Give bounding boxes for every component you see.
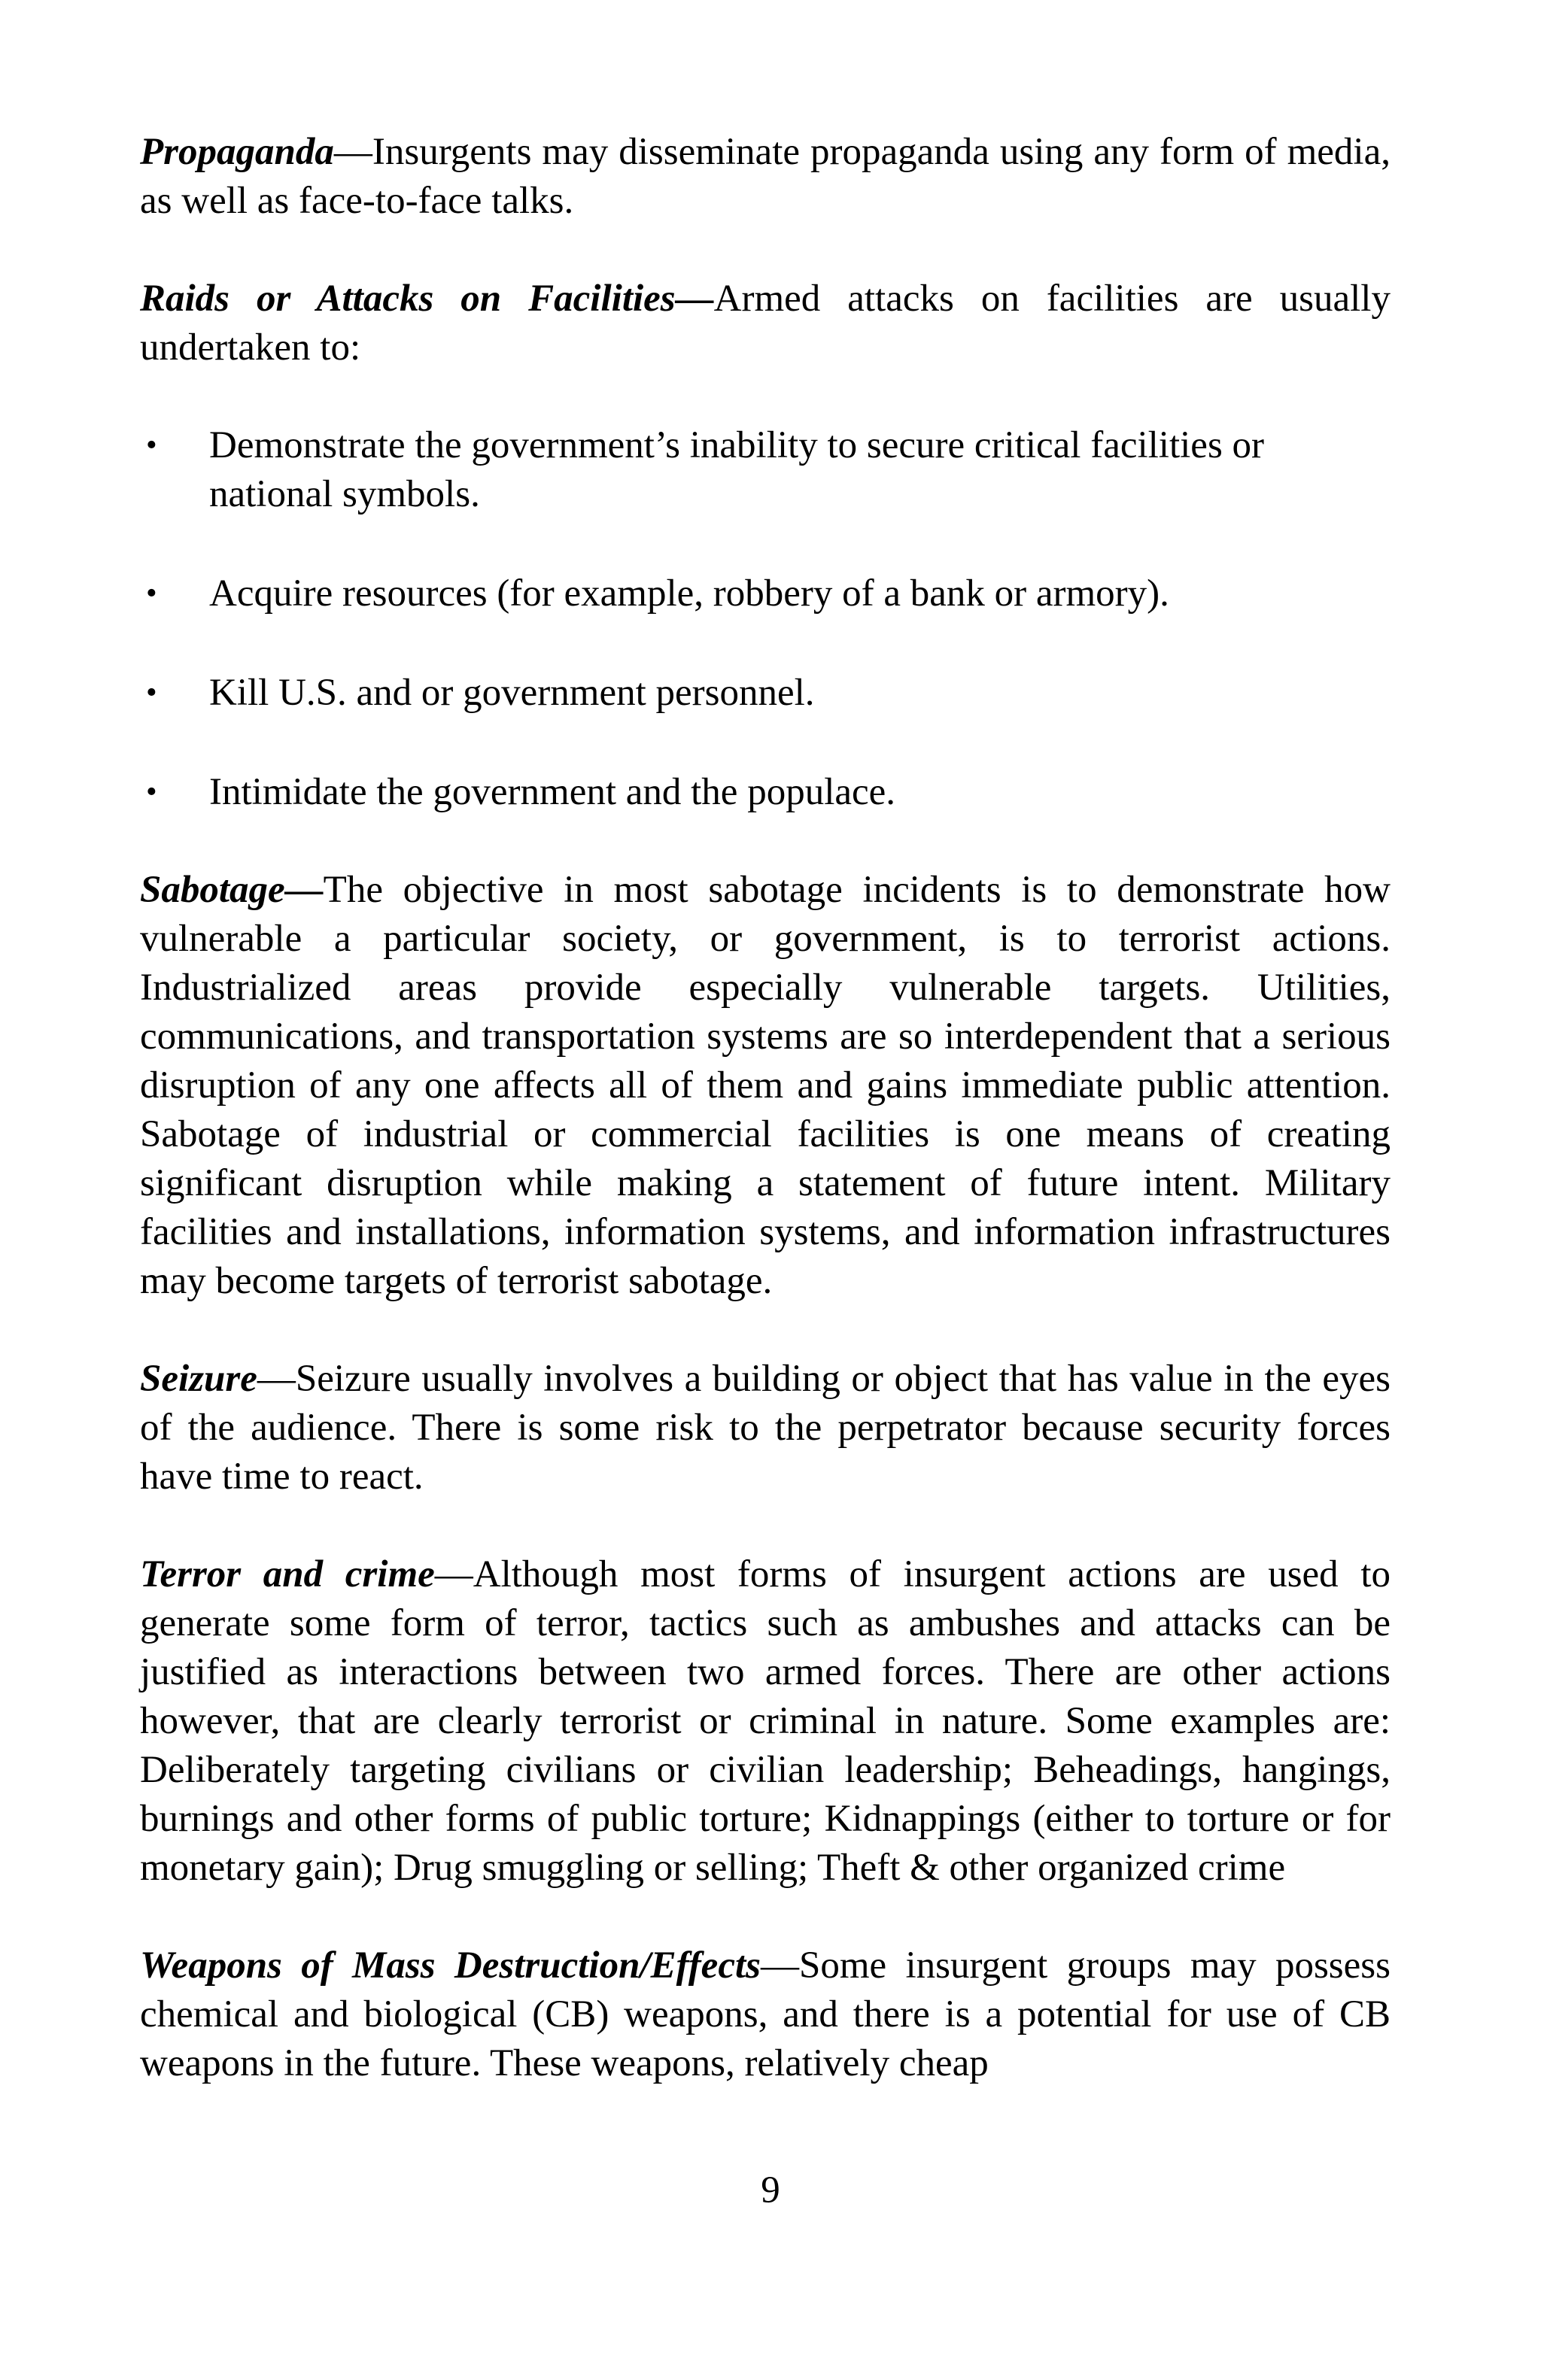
bullet-text: Kill U.S. and or government personnel. xyxy=(209,672,815,714)
text-propaganda: Insurgents may disseminate propaganda using any form of media, as well as face-to-face talks. xyxy=(140,131,1391,222)
term-raids: Raids or Attacks on Facilities— xyxy=(140,278,714,320)
paragraph-seizure xyxy=(140,1355,1391,1501)
list-item xyxy=(140,569,1391,618)
text-sabotage: The objective in most sabotage incidents is to demonstrate how vulnerable a particular society, or government, is to terrorist actions. Industrialized areas provide especially vulnerable targets. Utilities, communications, and transportation systems are so interdependent that a serious disruption of any one affects all of them and gains immediate public attention. Sabotage of industrial or commercial facilities is one means of creating significant disruption while making a statement of future intent. Military facilities and installations, information systems, and information infrastructures may become targets of terrorist sabotage. xyxy=(140,869,1391,1302)
paragraph-raids xyxy=(140,275,1391,372)
term-terror-and-crime: Terror and crime xyxy=(140,1553,435,1595)
list-item xyxy=(140,669,1391,718)
bullet-icon: • xyxy=(146,428,157,463)
text-seizure: Seizure usually involves a building or object that has value in the eyes of the audience. There is some risk to the perpetrator because security forces have time to react. xyxy=(140,1358,1391,1498)
dash-propaganda: — xyxy=(333,131,372,173)
term-propaganda: Propaganda xyxy=(140,131,334,173)
paragraph-wmd xyxy=(140,1941,1391,2088)
bullet-icon: • xyxy=(146,576,157,611)
text-raids: Armed attacks on facilities are usually undertaken to: xyxy=(140,278,1391,369)
raids-bullet-list xyxy=(140,421,1391,817)
term-wmd: Weapons of Mass Destruction/Effects xyxy=(140,1944,761,1987)
bullet-text: Intimidate the government and the populace. xyxy=(209,771,896,813)
paragraph-propaganda xyxy=(140,128,1391,226)
document-page xyxy=(140,128,1391,2137)
term-seizure: Seizure xyxy=(140,1358,257,1400)
text-terror-and-crime: Although most forms of insurgent actions are used to generate some form of terror, tactics such as ambushes and attacks can be justified as interactions between two armed forces. There are other actions however, that are clearly terrorist or criminal in nature. Some examples are: Deliberately targeting civilians or civilian leadership; Beheadings, hangings, burnings and other forms of public torture; Kidnappings (either to torture or for monetary gain); Drug smuggling or selling; Theft & other organized crime xyxy=(140,1553,1391,1889)
list-item xyxy=(140,768,1391,817)
term-sabotage: Sabotage— xyxy=(140,869,324,911)
paragraph-sabotage xyxy=(140,866,1391,1306)
bullet-icon: • xyxy=(146,775,157,809)
page-number: 9 xyxy=(761,2169,780,2212)
text-wmd: Some insurgent groups may possess chemical and biological (CB) weapons, and there is a potential for use of CB weapons in the future. These weapons, relatively cheap xyxy=(140,1944,1391,2084)
bullet-icon: • xyxy=(146,675,157,710)
list-item xyxy=(140,421,1391,519)
paragraph-terror-and-crime xyxy=(140,1550,1391,1893)
bullet-text: Acquire resources (for example, robbery of a bank or armory). xyxy=(209,572,1169,615)
bullet-text: Demonstrate the government’s inability to secure critical facilities or national symbols. xyxy=(209,424,1265,515)
dash-seizure: — xyxy=(257,1358,296,1400)
dash-wmd: — xyxy=(760,1944,799,1987)
dash-terror-and-crime: — xyxy=(434,1553,473,1595)
